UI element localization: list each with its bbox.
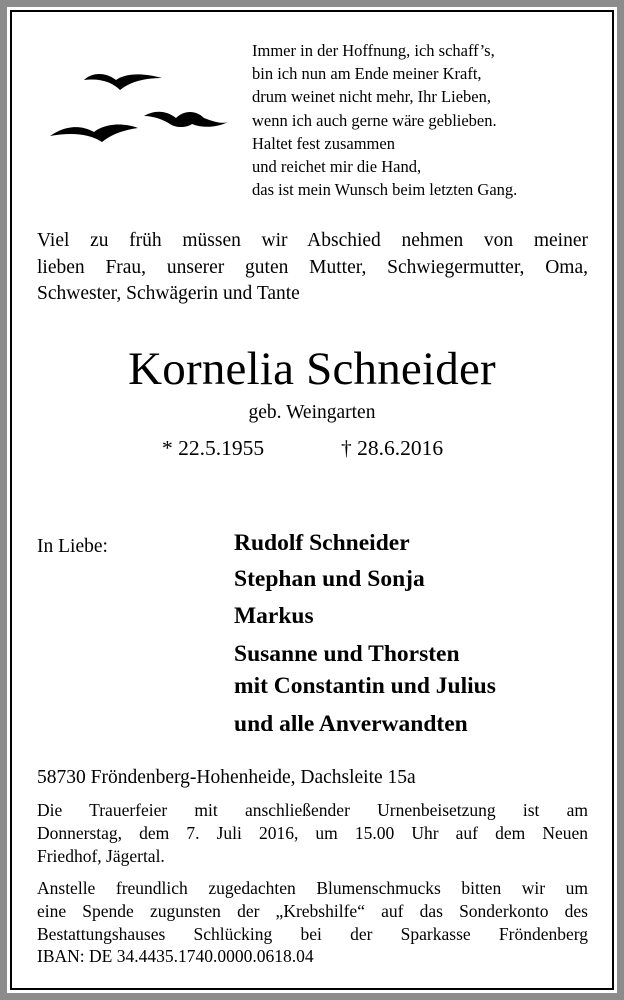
intro-line: Viel zu früh müssen wir Abschied nehmen von meiner (37, 230, 588, 251)
poem-line: wenn ich auch gerne wäre geblieben. (252, 110, 497, 130)
poem-line: Haltet fest zusammen (252, 133, 395, 153)
funeral-line: Friedhof, Jägertal. (37, 845, 165, 866)
birth-date: * 22.5.1955 (162, 436, 265, 460)
donation-line: Anstelle freundlich zugedachten Blumenschmucks bitten wir um (37, 878, 588, 898)
intro-line: lieben Frau, unserer guten Mutter, Schwiegermutter, Oma, (37, 256, 588, 278)
mourner-name: Susanne und Thorsten (234, 641, 460, 667)
flying-birds-icon (46, 62, 236, 152)
mourner-name: und alle Anverwandten (234, 711, 468, 737)
donation-line: eine Spende zugunsten der „Krebshilfe“ auf das Sonderkonto des (37, 900, 588, 921)
death-date: † 28.6.2016 (341, 436, 444, 460)
poem-line: bin ich nun am Ende meiner Kraft, (252, 64, 482, 84)
poem-line: und reichet mir die Hand, (252, 157, 422, 177)
mourner-name: Rudolf Schneider (234, 530, 410, 556)
donation-line: Bestattungshauses Schlücking bei der Sparkasse Fröndenberg (37, 923, 588, 944)
donation-info (37, 877, 588, 968)
funeral-info (37, 799, 588, 867)
iban: IBAN: DE 34.4435.1740.0000.0618.04 (37, 946, 314, 967)
poem (252, 39, 592, 201)
mourner-name: Stephan und Sonja (234, 566, 425, 592)
address: 58730 Fröndenberg-Hohenheide, Dachsleite 15a (37, 767, 416, 788)
maiden-name: geb. Weingarten (248, 402, 376, 423)
mourners-label: In Liebe: (37, 536, 108, 557)
intro-line: Schwester, Schwägerin und Tante (37, 283, 300, 304)
mourner-name: mit Constantin und Julius (234, 673, 496, 699)
deceased-name: Kornelia Schneider (128, 343, 496, 395)
poem-line: das ist mein Wunsch beim letzten Gang. (252, 180, 518, 200)
poem-line: drum weinet nicht mehr, Ihr Lieben, (252, 87, 491, 107)
intro-text (37, 228, 588, 308)
poem-line: Immer in der Hoffnung, ich schaff’s, (252, 41, 495, 60)
funeral-line: Die Trauerfeier mit anschließender Urnenbeisetzung ist am (37, 800, 588, 820)
funeral-line: Donnerstag, dem 7. Juli 2016, um 15.00 Uhr auf dem Neuen (37, 822, 588, 843)
mourner-name: Markus (234, 603, 314, 629)
